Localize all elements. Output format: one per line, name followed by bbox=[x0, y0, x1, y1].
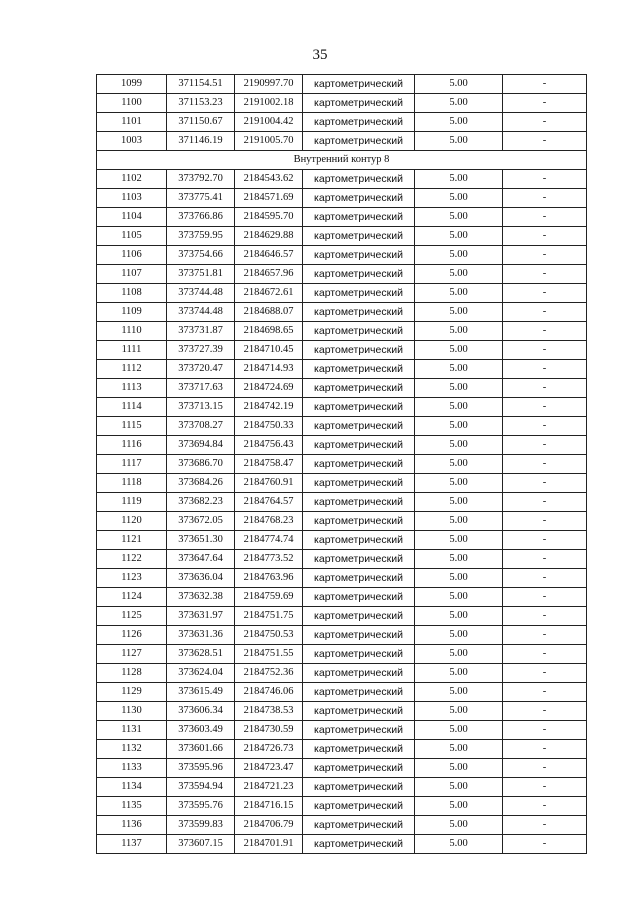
method-cell: картометрический bbox=[303, 664, 415, 683]
table-row bbox=[97, 835, 587, 854]
y-coordinate-cell: 2184646.57 bbox=[235, 246, 303, 265]
x-coordinate-cell: 371154.51 bbox=[167, 75, 235, 94]
accuracy-cell: 5.00 bbox=[415, 645, 503, 664]
x-coordinate-cell: 373647.64 bbox=[167, 550, 235, 569]
x-coordinate-cell: 373708.27 bbox=[167, 417, 235, 436]
x-coordinate-cell: 371146.19 bbox=[167, 132, 235, 151]
x-coordinate-cell: 373731.87 bbox=[167, 322, 235, 341]
table-row bbox=[97, 512, 587, 531]
point-number-cell: 1127 bbox=[97, 645, 167, 664]
y-coordinate-cell: 2184571.69 bbox=[235, 189, 303, 208]
description-cell: - bbox=[503, 493, 587, 512]
description-cell: - bbox=[503, 664, 587, 683]
y-coordinate-cell: 2184543.62 bbox=[235, 170, 303, 189]
coordinates-table-body bbox=[97, 75, 587, 854]
description-cell: - bbox=[503, 740, 587, 759]
description-cell: - bbox=[503, 246, 587, 265]
table-row bbox=[97, 778, 587, 797]
y-coordinate-cell: 2184701.91 bbox=[235, 835, 303, 854]
table-row bbox=[97, 740, 587, 759]
table-row bbox=[97, 531, 587, 550]
y-coordinate-cell: 2184723.47 bbox=[235, 759, 303, 778]
table-row bbox=[97, 341, 587, 360]
x-coordinate-cell: 373624.04 bbox=[167, 664, 235, 683]
table-row bbox=[97, 246, 587, 265]
y-coordinate-cell: 2184688.07 bbox=[235, 303, 303, 322]
y-coordinate-cell: 2184756.43 bbox=[235, 436, 303, 455]
y-coordinate-cell: 2184759.69 bbox=[235, 588, 303, 607]
point-number-cell: 1106 bbox=[97, 246, 167, 265]
x-coordinate-cell: 373682.23 bbox=[167, 493, 235, 512]
x-coordinate-cell: 373631.97 bbox=[167, 607, 235, 626]
point-number-cell: 1128 bbox=[97, 664, 167, 683]
x-coordinate-cell: 373744.48 bbox=[167, 284, 235, 303]
x-coordinate-cell: 373754.66 bbox=[167, 246, 235, 265]
accuracy-cell: 5.00 bbox=[415, 360, 503, 379]
point-number-cell: 1136 bbox=[97, 816, 167, 835]
description-cell: - bbox=[503, 626, 587, 645]
point-number-cell: 1120 bbox=[97, 512, 167, 531]
method-cell: картометрический bbox=[303, 398, 415, 417]
point-number-cell: 1125 bbox=[97, 607, 167, 626]
accuracy-cell: 5.00 bbox=[415, 797, 503, 816]
x-coordinate-cell: 373713.15 bbox=[167, 398, 235, 417]
x-coordinate-cell: 373607.15 bbox=[167, 835, 235, 854]
accuracy-cell: 5.00 bbox=[415, 569, 503, 588]
point-number-cell: 1130 bbox=[97, 702, 167, 721]
description-cell: - bbox=[503, 398, 587, 417]
x-coordinate-cell: 373727.39 bbox=[167, 341, 235, 360]
accuracy-cell: 5.00 bbox=[415, 113, 503, 132]
table-row bbox=[97, 322, 587, 341]
description-cell: - bbox=[503, 189, 587, 208]
y-coordinate-cell: 2184710.45 bbox=[235, 341, 303, 360]
accuracy-cell: 5.00 bbox=[415, 702, 503, 721]
method-cell: картометрический bbox=[303, 303, 415, 322]
accuracy-cell: 5.00 bbox=[415, 436, 503, 455]
point-number-cell: 1129 bbox=[97, 683, 167, 702]
method-cell: картометрический bbox=[303, 797, 415, 816]
y-coordinate-cell: 2184763.96 bbox=[235, 569, 303, 588]
y-coordinate-cell: 2184724.69 bbox=[235, 379, 303, 398]
point-number-cell: 1111 bbox=[97, 341, 167, 360]
accuracy-cell: 5.00 bbox=[415, 227, 503, 246]
table-row bbox=[97, 569, 587, 588]
point-number-cell: 1110 bbox=[97, 322, 167, 341]
point-number-cell: 1101 bbox=[97, 113, 167, 132]
table-row bbox=[97, 94, 587, 113]
point-number-cell: 1103 bbox=[97, 189, 167, 208]
description-cell: - bbox=[503, 607, 587, 626]
y-coordinate-cell: 2184774.74 bbox=[235, 531, 303, 550]
accuracy-cell: 5.00 bbox=[415, 455, 503, 474]
y-coordinate-cell: 2191002.18 bbox=[235, 94, 303, 113]
table-row bbox=[97, 360, 587, 379]
description-cell: - bbox=[503, 721, 587, 740]
x-coordinate-cell: 373631.36 bbox=[167, 626, 235, 645]
y-coordinate-cell: 2184750.53 bbox=[235, 626, 303, 645]
accuracy-cell: 5.00 bbox=[415, 189, 503, 208]
method-cell: картометрический bbox=[303, 322, 415, 341]
description-cell: - bbox=[503, 683, 587, 702]
x-coordinate-cell: 373595.96 bbox=[167, 759, 235, 778]
method-cell: картометрический bbox=[303, 341, 415, 360]
description-cell: - bbox=[503, 265, 587, 284]
x-coordinate-cell: 373595.76 bbox=[167, 797, 235, 816]
table-row bbox=[97, 607, 587, 626]
method-cell: картометрический bbox=[303, 626, 415, 645]
method-cell: картометрический bbox=[303, 550, 415, 569]
point-number-cell: 1114 bbox=[97, 398, 167, 417]
method-cell: картометрический bbox=[303, 531, 415, 550]
y-coordinate-cell: 2184595.70 bbox=[235, 208, 303, 227]
table-row bbox=[97, 702, 587, 721]
x-coordinate-cell: 373720.47 bbox=[167, 360, 235, 379]
table-row bbox=[97, 626, 587, 645]
section-header-cell: Внутренний контур 8 bbox=[97, 151, 587, 170]
accuracy-cell: 5.00 bbox=[415, 246, 503, 265]
table-row bbox=[97, 550, 587, 569]
accuracy-cell: 5.00 bbox=[415, 759, 503, 778]
method-cell: картометрический bbox=[303, 721, 415, 740]
y-coordinate-cell: 2184629.88 bbox=[235, 227, 303, 246]
accuracy-cell: 5.00 bbox=[415, 474, 503, 493]
method-cell: картометрический bbox=[303, 645, 415, 664]
point-number-cell: 1133 bbox=[97, 759, 167, 778]
method-cell: картометрический bbox=[303, 94, 415, 113]
y-coordinate-cell: 2191005.70 bbox=[235, 132, 303, 151]
y-coordinate-cell: 2184657.96 bbox=[235, 265, 303, 284]
point-number-cell: 1121 bbox=[97, 531, 167, 550]
description-cell: - bbox=[503, 208, 587, 227]
accuracy-cell: 5.00 bbox=[415, 284, 503, 303]
accuracy-cell: 5.00 bbox=[415, 740, 503, 759]
accuracy-cell: 5.00 bbox=[415, 816, 503, 835]
table-row bbox=[97, 284, 587, 303]
table-row bbox=[97, 303, 587, 322]
x-coordinate-cell: 373766.86 bbox=[167, 208, 235, 227]
table-row bbox=[97, 75, 587, 94]
method-cell: картометрический bbox=[303, 227, 415, 246]
accuracy-cell: 5.00 bbox=[415, 170, 503, 189]
accuracy-cell: 5.00 bbox=[415, 664, 503, 683]
method-cell: картометрический bbox=[303, 759, 415, 778]
table-row bbox=[97, 474, 587, 493]
method-cell: картометрический bbox=[303, 360, 415, 379]
method-cell: картометрический bbox=[303, 208, 415, 227]
x-coordinate-cell: 373599.83 bbox=[167, 816, 235, 835]
point-number-cell: 1105 bbox=[97, 227, 167, 246]
accuracy-cell: 5.00 bbox=[415, 265, 503, 284]
table-row bbox=[97, 683, 587, 702]
x-coordinate-cell: 373717.63 bbox=[167, 379, 235, 398]
x-coordinate-cell: 373694.84 bbox=[167, 436, 235, 455]
x-coordinate-cell: 373651.30 bbox=[167, 531, 235, 550]
table-row bbox=[97, 265, 587, 284]
description-cell: - bbox=[503, 303, 587, 322]
table-row bbox=[97, 189, 587, 208]
table-row bbox=[97, 132, 587, 151]
description-cell: - bbox=[503, 816, 587, 835]
table-row bbox=[97, 113, 587, 132]
table-row bbox=[97, 816, 587, 835]
description-cell: - bbox=[503, 227, 587, 246]
accuracy-cell: 5.00 bbox=[415, 398, 503, 417]
y-coordinate-cell: 2184706.79 bbox=[235, 816, 303, 835]
point-number-cell: 1107 bbox=[97, 265, 167, 284]
y-coordinate-cell: 2184750.33 bbox=[235, 417, 303, 436]
description-cell: - bbox=[503, 170, 587, 189]
point-number-cell: 1118 bbox=[97, 474, 167, 493]
x-coordinate-cell: 373684.26 bbox=[167, 474, 235, 493]
y-coordinate-cell: 2184752.36 bbox=[235, 664, 303, 683]
method-cell: картометрический bbox=[303, 436, 415, 455]
description-cell: - bbox=[503, 531, 587, 550]
description-cell: - bbox=[503, 474, 587, 493]
point-number-cell: 1109 bbox=[97, 303, 167, 322]
method-cell: картометрический bbox=[303, 778, 415, 797]
y-coordinate-cell: 2184751.75 bbox=[235, 607, 303, 626]
accuracy-cell: 5.00 bbox=[415, 683, 503, 702]
description-cell: - bbox=[503, 835, 587, 854]
method-cell: картометрический bbox=[303, 417, 415, 436]
point-number-cell: 1108 bbox=[97, 284, 167, 303]
point-number-cell: 1135 bbox=[97, 797, 167, 816]
description-cell: - bbox=[503, 94, 587, 113]
method-cell: картометрический bbox=[303, 170, 415, 189]
y-coordinate-cell: 2184714.93 bbox=[235, 360, 303, 379]
description-cell: - bbox=[503, 360, 587, 379]
point-number-cell: 1102 bbox=[97, 170, 167, 189]
method-cell: картометрический bbox=[303, 683, 415, 702]
x-coordinate-cell: 373636.04 bbox=[167, 569, 235, 588]
y-coordinate-cell: 2184742.19 bbox=[235, 398, 303, 417]
x-coordinate-cell: 373594.94 bbox=[167, 778, 235, 797]
method-cell: картометрический bbox=[303, 379, 415, 398]
y-coordinate-cell: 2184760.91 bbox=[235, 474, 303, 493]
accuracy-cell: 5.00 bbox=[415, 778, 503, 797]
table-row bbox=[97, 588, 587, 607]
accuracy-cell: 5.00 bbox=[415, 322, 503, 341]
y-coordinate-cell: 2184716.15 bbox=[235, 797, 303, 816]
method-cell: картометрический bbox=[303, 607, 415, 626]
x-coordinate-cell: 373628.51 bbox=[167, 645, 235, 664]
description-cell: - bbox=[503, 436, 587, 455]
description-cell: - bbox=[503, 417, 587, 436]
accuracy-cell: 5.00 bbox=[415, 512, 503, 531]
y-coordinate-cell: 2184751.55 bbox=[235, 645, 303, 664]
description-cell: - bbox=[503, 702, 587, 721]
description-cell: - bbox=[503, 341, 587, 360]
section-header-row bbox=[97, 151, 587, 170]
point-number-cell: 1099 bbox=[97, 75, 167, 94]
accuracy-cell: 5.00 bbox=[415, 550, 503, 569]
table-row bbox=[97, 797, 587, 816]
point-number-cell: 1124 bbox=[97, 588, 167, 607]
y-coordinate-cell: 2184768.23 bbox=[235, 512, 303, 531]
method-cell: картометрический bbox=[303, 474, 415, 493]
description-cell: - bbox=[503, 113, 587, 132]
description-cell: - bbox=[503, 569, 587, 588]
method-cell: картометрический bbox=[303, 75, 415, 94]
point-number-cell: 1137 bbox=[97, 835, 167, 854]
accuracy-cell: 5.00 bbox=[415, 493, 503, 512]
method-cell: картометрический bbox=[303, 189, 415, 208]
description-cell: - bbox=[503, 778, 587, 797]
x-coordinate-cell: 371150.67 bbox=[167, 113, 235, 132]
method-cell: картометрический bbox=[303, 265, 415, 284]
table-row bbox=[97, 417, 587, 436]
table-row bbox=[97, 436, 587, 455]
description-cell: - bbox=[503, 588, 587, 607]
point-number-cell: 1123 bbox=[97, 569, 167, 588]
point-number-cell: 1113 bbox=[97, 379, 167, 398]
accuracy-cell: 5.00 bbox=[415, 94, 503, 113]
table-row bbox=[97, 645, 587, 664]
accuracy-cell: 5.00 bbox=[415, 379, 503, 398]
method-cell: картометрический bbox=[303, 740, 415, 759]
accuracy-cell: 5.00 bbox=[415, 721, 503, 740]
accuracy-cell: 5.00 bbox=[415, 208, 503, 227]
description-cell: - bbox=[503, 322, 587, 341]
x-coordinate-cell: 373686.70 bbox=[167, 455, 235, 474]
table-row bbox=[97, 379, 587, 398]
x-coordinate-cell: 373615.49 bbox=[167, 683, 235, 702]
x-coordinate-cell: 373792.70 bbox=[167, 170, 235, 189]
method-cell: картометрический bbox=[303, 512, 415, 531]
y-coordinate-cell: 2184758.47 bbox=[235, 455, 303, 474]
description-cell: - bbox=[503, 797, 587, 816]
y-coordinate-cell: 2190997.70 bbox=[235, 75, 303, 94]
y-coordinate-cell: 2184764.57 bbox=[235, 493, 303, 512]
y-coordinate-cell: 2184726.73 bbox=[235, 740, 303, 759]
accuracy-cell: 5.00 bbox=[415, 607, 503, 626]
method-cell: картометрический bbox=[303, 132, 415, 151]
x-coordinate-cell: 373775.41 bbox=[167, 189, 235, 208]
x-coordinate-cell: 373744.48 bbox=[167, 303, 235, 322]
point-number-cell: 1132 bbox=[97, 740, 167, 759]
point-number-cell: 1131 bbox=[97, 721, 167, 740]
description-cell: - bbox=[503, 132, 587, 151]
table-row bbox=[97, 664, 587, 683]
point-number-cell: 1122 bbox=[97, 550, 167, 569]
method-cell: картометрический bbox=[303, 493, 415, 512]
x-coordinate-cell: 373672.05 bbox=[167, 512, 235, 531]
method-cell: картометрический bbox=[303, 284, 415, 303]
table-row bbox=[97, 493, 587, 512]
x-coordinate-cell: 373759.95 bbox=[167, 227, 235, 246]
x-coordinate-cell: 373603.49 bbox=[167, 721, 235, 740]
y-coordinate-cell: 2191004.42 bbox=[235, 113, 303, 132]
method-cell: картометрический bbox=[303, 588, 415, 607]
table-row bbox=[97, 208, 587, 227]
method-cell: картометрический bbox=[303, 246, 415, 265]
point-number-cell: 1003 bbox=[97, 132, 167, 151]
description-cell: - bbox=[503, 550, 587, 569]
method-cell: картометрический bbox=[303, 113, 415, 132]
y-coordinate-cell: 2184672.61 bbox=[235, 284, 303, 303]
description-cell: - bbox=[503, 284, 587, 303]
table-row bbox=[97, 759, 587, 778]
point-number-cell: 1112 bbox=[97, 360, 167, 379]
accuracy-cell: 5.00 bbox=[415, 303, 503, 322]
table-row bbox=[97, 455, 587, 474]
point-number-cell: 1100 bbox=[97, 94, 167, 113]
method-cell: картометрический bbox=[303, 455, 415, 474]
accuracy-cell: 5.00 bbox=[415, 531, 503, 550]
y-coordinate-cell: 2184738.53 bbox=[235, 702, 303, 721]
accuracy-cell: 5.00 bbox=[415, 588, 503, 607]
point-number-cell: 1134 bbox=[97, 778, 167, 797]
description-cell: - bbox=[503, 645, 587, 664]
y-coordinate-cell: 2184721.23 bbox=[235, 778, 303, 797]
y-coordinate-cell: 2184698.65 bbox=[235, 322, 303, 341]
point-number-cell: 1116 bbox=[97, 436, 167, 455]
coordinates-table bbox=[96, 74, 587, 854]
description-cell: - bbox=[503, 455, 587, 474]
table-row bbox=[97, 721, 587, 740]
point-number-cell: 1104 bbox=[97, 208, 167, 227]
point-number-cell: 1115 bbox=[97, 417, 167, 436]
x-coordinate-cell: 373606.34 bbox=[167, 702, 235, 721]
y-coordinate-cell: 2184746.06 bbox=[235, 683, 303, 702]
accuracy-cell: 5.00 bbox=[415, 132, 503, 151]
page-number: 35 bbox=[312, 47, 328, 63]
method-cell: картометрический bbox=[303, 835, 415, 854]
method-cell: картометрический bbox=[303, 702, 415, 721]
description-cell: - bbox=[503, 75, 587, 94]
table-row bbox=[97, 227, 587, 246]
accuracy-cell: 5.00 bbox=[415, 835, 503, 854]
description-cell: - bbox=[503, 759, 587, 778]
x-coordinate-cell: 373751.81 bbox=[167, 265, 235, 284]
accuracy-cell: 5.00 bbox=[415, 626, 503, 645]
description-cell: - bbox=[503, 512, 587, 531]
point-number-cell: 1117 bbox=[97, 455, 167, 474]
point-number-cell: 1119 bbox=[97, 493, 167, 512]
table-row bbox=[97, 398, 587, 417]
description-cell: - bbox=[503, 379, 587, 398]
x-coordinate-cell: 371153.23 bbox=[167, 94, 235, 113]
table-row bbox=[97, 170, 587, 189]
y-coordinate-cell: 2184730.59 bbox=[235, 721, 303, 740]
method-cell: картометрический bbox=[303, 816, 415, 835]
point-number-cell: 1126 bbox=[97, 626, 167, 645]
x-coordinate-cell: 373632.38 bbox=[167, 588, 235, 607]
accuracy-cell: 5.00 bbox=[415, 75, 503, 94]
y-coordinate-cell: 2184773.52 bbox=[235, 550, 303, 569]
method-cell: картометрический bbox=[303, 569, 415, 588]
accuracy-cell: 5.00 bbox=[415, 417, 503, 436]
accuracy-cell: 5.00 bbox=[415, 341, 503, 360]
x-coordinate-cell: 373601.66 bbox=[167, 740, 235, 759]
